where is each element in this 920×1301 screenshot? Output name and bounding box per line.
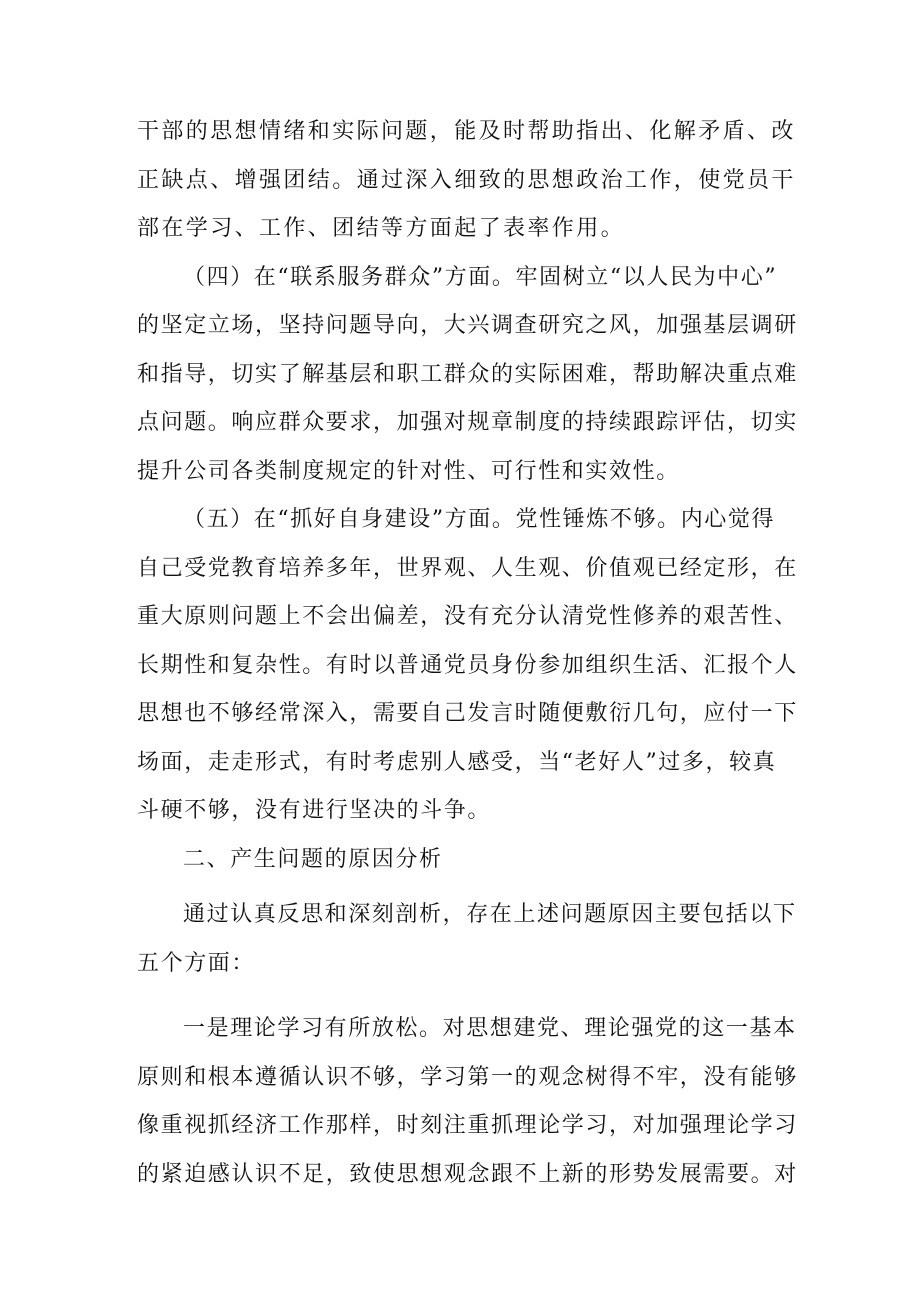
text-line: 斗硬不够，没有进行坚决的斗争。	[137, 798, 492, 823]
text-line: 提升公司各类制度规定的针对性、可行性和实效性。	[137, 459, 680, 484]
text-line: 思想也不够经常深入，需要自己发言时随便敷衍几句，应付一下	[137, 701, 798, 726]
text-line: 点问题。响应群众要求，加强对规章制度的持续跟踪评估，切实	[137, 410, 798, 435]
text-line: 一是理论学习有所放松。对思想建党、理论强党的这一基本	[183, 1016, 797, 1041]
section-heading: 二、产生问题的原因分析	[183, 847, 443, 872]
text-line: 自己受党教育培养多年，世界观、人生观、价值观已经定形，在	[137, 556, 798, 581]
text-line: 长期性和复杂性。有时以普通党员身份参加组织生活、汇报个人	[137, 653, 798, 678]
text-line: 的紧迫感认识不足，致使思想观念跟不上新的形势发展需要。对	[137, 1162, 798, 1187]
text-line: 五个方面：	[137, 951, 256, 976]
text-line: 的坚定立场，坚持问题导向，大兴调查研究之风，加强基层调研	[137, 313, 798, 338]
text-line: （五）在“抓好自身建设”方面。党性锤炼不够。内心觉得	[183, 507, 776, 532]
text-line: 干部的思想情绪和实际问题，能及时帮助指出、化解矛盾、改	[137, 119, 796, 144]
text-line: 原则和根本遵循认识不够，学习第一的观念树得不牢，没有能够	[137, 1065, 798, 1090]
text-line: 正缺点、增强团结。通过深入细致的思想政治工作，使党员干	[137, 168, 796, 193]
text-line: 和指导，切实了解基层和职工群众的实际困难，帮助解决重点难	[137, 362, 798, 387]
text-line: （四）在“联系服务群众”方面。牢固树立“以人民为中心”	[183, 265, 778, 290]
text-line: 像重视抓经济工作那样，时刻注重抓理论学习，对加强理论学习	[137, 1113, 798, 1138]
text-line: 部在学习、工作、团结等方面起了表率作用。	[137, 216, 626, 241]
text-line: 场面，走走形式，有时考虑别人感受，当“老好人”过多，较真	[137, 750, 777, 775]
text-line: 重大原则问题上不会出偏差，没有充分认清党性修养的艰苦性、	[137, 604, 798, 629]
text-line: 通过认真反思和深刻剖析，存在上述问题原因主要包括以下	[183, 902, 797, 927]
